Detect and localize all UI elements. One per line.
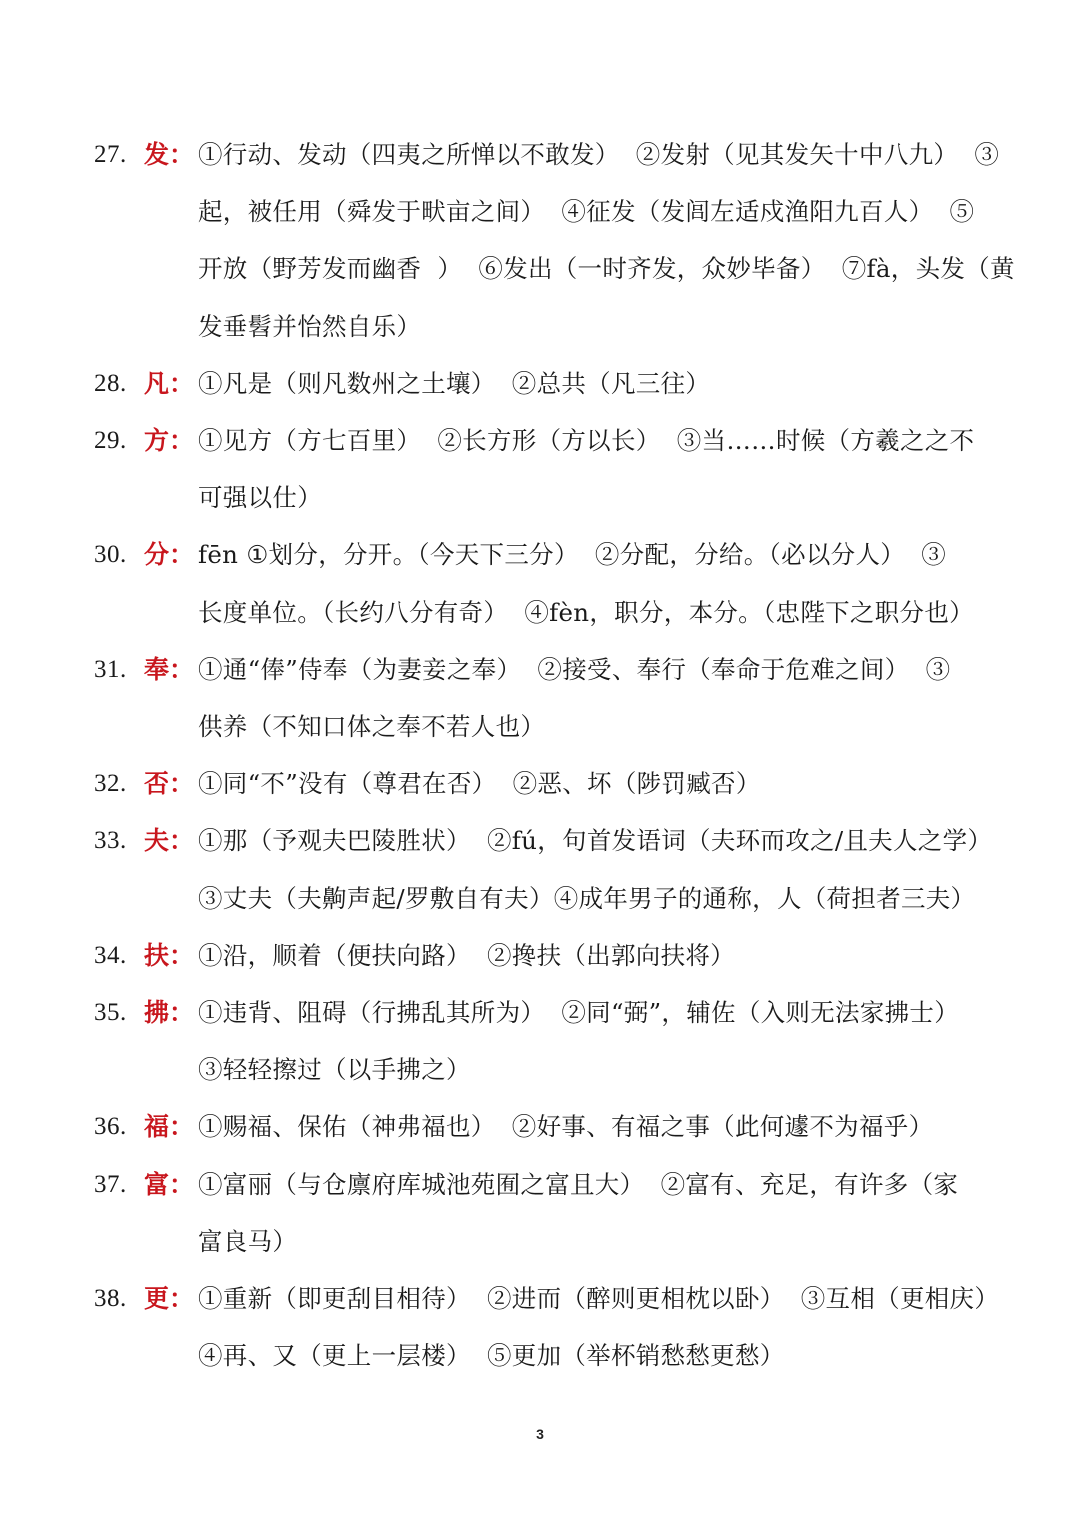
entry xyxy=(94,755,994,812)
entry-definition xyxy=(198,755,990,812)
entry-definition xyxy=(198,927,990,984)
entry-definition xyxy=(198,412,990,526)
entry-headword: 方： xyxy=(144,426,195,456)
entry-definition xyxy=(198,1270,1000,1384)
entry-number: 27. xyxy=(94,141,127,168)
entry-headword: 否： xyxy=(144,769,195,799)
definition-line: ①富丽（与仓廪府库城池苑囿之富且大） ②富有、充足，有许多（家 xyxy=(198,1169,959,1199)
definition-line: 起，被任用（舜发于畎亩之间） ④征发（发闾左适戍渔阳九百人） ⑤ xyxy=(198,197,975,227)
definition-line: ④再、又（更上一层楼） ⑤更加（举杯销愁愁更愁） xyxy=(198,1341,785,1371)
entry-headword: 拂： xyxy=(144,998,195,1028)
entry-number: 36. xyxy=(94,1113,127,1141)
definition-line: ①那（予观夫巴陵胜状） ②fú，句首发语词（夫环而攻之/且夫人之学） xyxy=(198,826,993,856)
definition-line: ①重新（即更刮目相待） ②进而（醉则更相枕以卧） ③互相（更相庆） xyxy=(198,1284,1000,1314)
entry-headword: 奉： xyxy=(144,654,195,684)
entry-number: 35. xyxy=(94,999,127,1027)
entry-headword: 富： xyxy=(144,1169,195,1199)
definition-line: 长度单位。（长约八分有奇） ④fèn，职分，本分。（忠陛下之职分也） xyxy=(198,597,974,627)
entry xyxy=(94,1098,994,1155)
entry-number: 32. xyxy=(94,770,127,798)
definition-line: 发垂髫并怡然自乐） xyxy=(198,311,422,341)
definition-line: ①赐福、保佑（神弗福也） ②好事、有福之事（此何遽不为福乎） xyxy=(198,1112,934,1142)
page-number: 3 xyxy=(536,1426,544,1442)
definition-line: ①通“俸”侍奉（为妻妾之奉） ②接受、奉行（奉命于危难之间） ③ xyxy=(198,654,951,684)
definition-line: ①沿，顺着（便扶向路） ②搀扶（出郭向扶将） xyxy=(198,940,735,970)
entry xyxy=(94,927,994,984)
definition-line: 开放（野芳发而幽香 ） ⑥发出（一时齐发，众妙毕备） ⑦fà，头发（黄 xyxy=(198,254,1015,284)
entry xyxy=(94,412,994,526)
entry-definition xyxy=(198,126,1015,355)
entry xyxy=(94,812,994,926)
definition-line: ①同“不”没有（尊君在否） ②恶、坏（陟罚臧否） xyxy=(198,769,761,799)
entry-definition xyxy=(198,1156,990,1270)
entry-headword: 分： xyxy=(144,540,195,570)
entry xyxy=(94,355,994,412)
entry-number: 37. xyxy=(94,1170,127,1198)
entry xyxy=(94,1270,1000,1384)
definition-line: ③轻轻擦过（以手拂之） xyxy=(198,1055,471,1085)
definition-line: ①行动、发动（四夷之所惮以不敢发） ②发射（见其发矢十中八九） ③ xyxy=(198,140,1000,169)
entry xyxy=(94,526,994,640)
entry xyxy=(94,641,994,755)
entry-number: 34. xyxy=(94,941,127,969)
entry-definition xyxy=(198,984,990,1098)
entry-headword: 更： xyxy=(144,1284,195,1314)
entry-headword: 福： xyxy=(144,1112,195,1142)
entry-definition xyxy=(198,812,993,926)
definition-line: fēn ①划分，分开。（今天下三分） ②分配，分给。（必以分人） ③ xyxy=(198,540,947,570)
entry-definition xyxy=(198,641,990,755)
definition-line: 富良马） xyxy=(198,1226,298,1256)
entry-number: 33. xyxy=(94,827,127,855)
entry-definition xyxy=(198,355,990,412)
entry-number: 29. xyxy=(94,427,127,455)
entry-list xyxy=(94,126,1015,1384)
entry-headword: 凡： xyxy=(144,368,195,398)
entry-definition xyxy=(198,526,990,640)
definition-line: 供养（不知口体之奉不若人也） xyxy=(198,712,546,742)
entry-number: 31. xyxy=(94,655,127,683)
entry xyxy=(94,126,1015,355)
entry xyxy=(94,984,994,1098)
definition-line: ①违背、阻碍（行拂乱其所为） ②同“弼”，辅佐（入则无法家拂士） xyxy=(198,998,960,1028)
entry-definition xyxy=(198,1098,990,1155)
entry-number: 28. xyxy=(94,369,127,397)
entry-headword: 扶： xyxy=(144,940,195,970)
definition-line: ①凡是（则凡数州之土壤） ②总共（凡三往） xyxy=(198,368,711,398)
definition-line: ③丈夫（夫齁声起/罗敷自有夫）④成年男子的通称，人（荷担者三夫） xyxy=(198,883,976,913)
entry-number: 38. xyxy=(94,1285,127,1313)
definition-line: ①见方（方七百里） ②长方形（方以长） ③当……时候（方羲之之不 xyxy=(198,426,975,456)
definition-line: 可强以仕） xyxy=(198,483,322,513)
entry-headword: 夫： xyxy=(144,826,195,856)
entry-number: 30. xyxy=(94,541,127,569)
entry xyxy=(94,1156,994,1270)
entry-headword: 发： xyxy=(144,140,195,169)
